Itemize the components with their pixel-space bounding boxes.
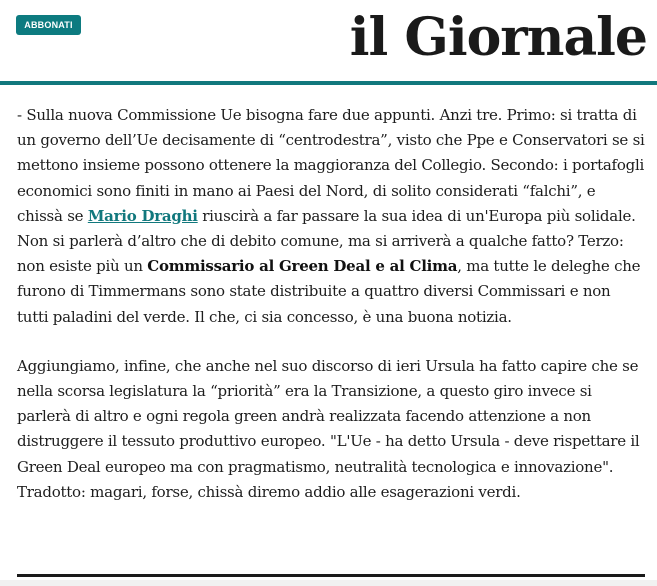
paragraph-text: , ma tutte le deleghe che furono di Timmermans sono state distribuite a quattro diversi Commissari e non tutti paladini del verde. Il che, ci sia concesso, è una buona notizia.	[17, 257, 641, 326]
paragraph-text: - Sulla nuova Commissione Ue bisogna fare due appunti. Anzi tre. Primo: si tratta di un governo dell’Ue decisamente di “centrodestra”, visto che Ppe e Conservatori se si mettono insieme possono ottenere la maggioranza del Collegio. Secondo: i portafogli economici sono finiti in mano ai Paesi del Nord, di solito considerati “falchi”, e chissà se	[17, 106, 645, 225]
article-paragraph-1	[17, 103, 645, 330]
site-logo[interactable]: il Giornale	[349, 7, 647, 68]
article-end-divider	[17, 574, 645, 577]
site-header	[0, 0, 657, 84]
subscribe-button[interactable]: ABBONATI	[16, 15, 81, 35]
mario-draghi-link[interactable]: Mario Draghi	[87, 206, 198, 225]
bold-phrase: Commissario al Green Deal e al Clima	[147, 257, 458, 276]
article-body	[17, 103, 645, 505]
footer-strip	[0, 580, 657, 586]
article-paragraph-2: Aggiungiamo, infine, che anche nel suo discorso di ieri Ursula ha fatto capire che se nella scorsa legislatura la “priorità” era la Transizione, a questo giro invece si parlerà di altro e ogni regola green andrà realizzata facendo attenzione a non distruggere il tessuto produttivo europeo. "L'Ue - ha detto Ursula - deve rispettare il Green Deal europeo ma con pragmatismo, neutralità tecnologica e innovazione". Tradotto: magari, forse, chissà diremo addio alle esagerazioni verdi.	[17, 356, 640, 501]
paragraph-text: riuscirà a far passare la sua idea di un'Europa più solidale. Non si parlerà d’altro che di debito comune, ma si arriverà a qualche fatto? Terzo: non esiste più un	[17, 206, 636, 276]
header-divider	[0, 81, 657, 85]
